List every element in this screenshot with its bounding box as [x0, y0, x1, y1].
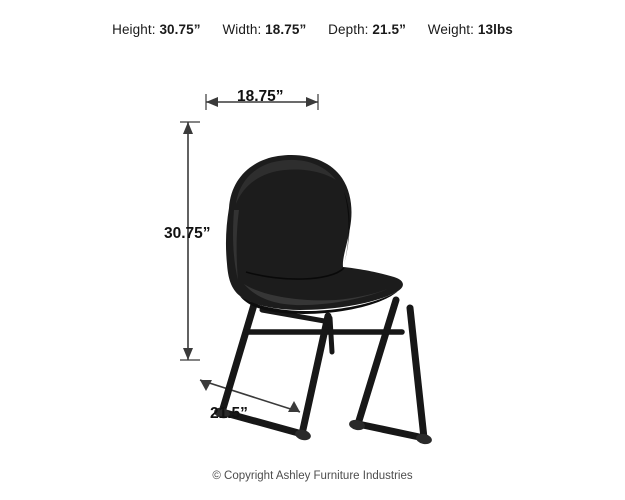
spec-width-label: Width: — [222, 22, 262, 37]
specification-bar — [0, 22, 625, 37]
chair-seat-shell — [226, 155, 403, 314]
height-dimension-label: 30.75” — [164, 225, 211, 242]
width-dimension-label: 18.75” — [237, 88, 284, 105]
copyright-notice: © Copyright Ashley Furniture Industries — [212, 470, 413, 482]
spec-height-value: 30.75” — [159, 22, 201, 37]
depth-dimension-label: 21.5” — [210, 405, 248, 422]
spec-weight-value: 13lbs — [477, 22, 513, 37]
spec-width — [222, 22, 306, 37]
spec-height-label: Height: — [112, 22, 156, 37]
spec-weight — [428, 22, 513, 37]
spec-depth-label: Depth: — [328, 22, 369, 37]
spec-height — [112, 22, 200, 37]
product-diagram — [0, 60, 625, 460]
chair-illustration — [0, 60, 625, 460]
spec-depth-value: 21.5” — [372, 22, 406, 37]
spec-width-value: 18.75” — [265, 22, 307, 37]
spec-weight-label: Weight: — [427, 22, 475, 37]
spec-depth — [328, 22, 406, 37]
